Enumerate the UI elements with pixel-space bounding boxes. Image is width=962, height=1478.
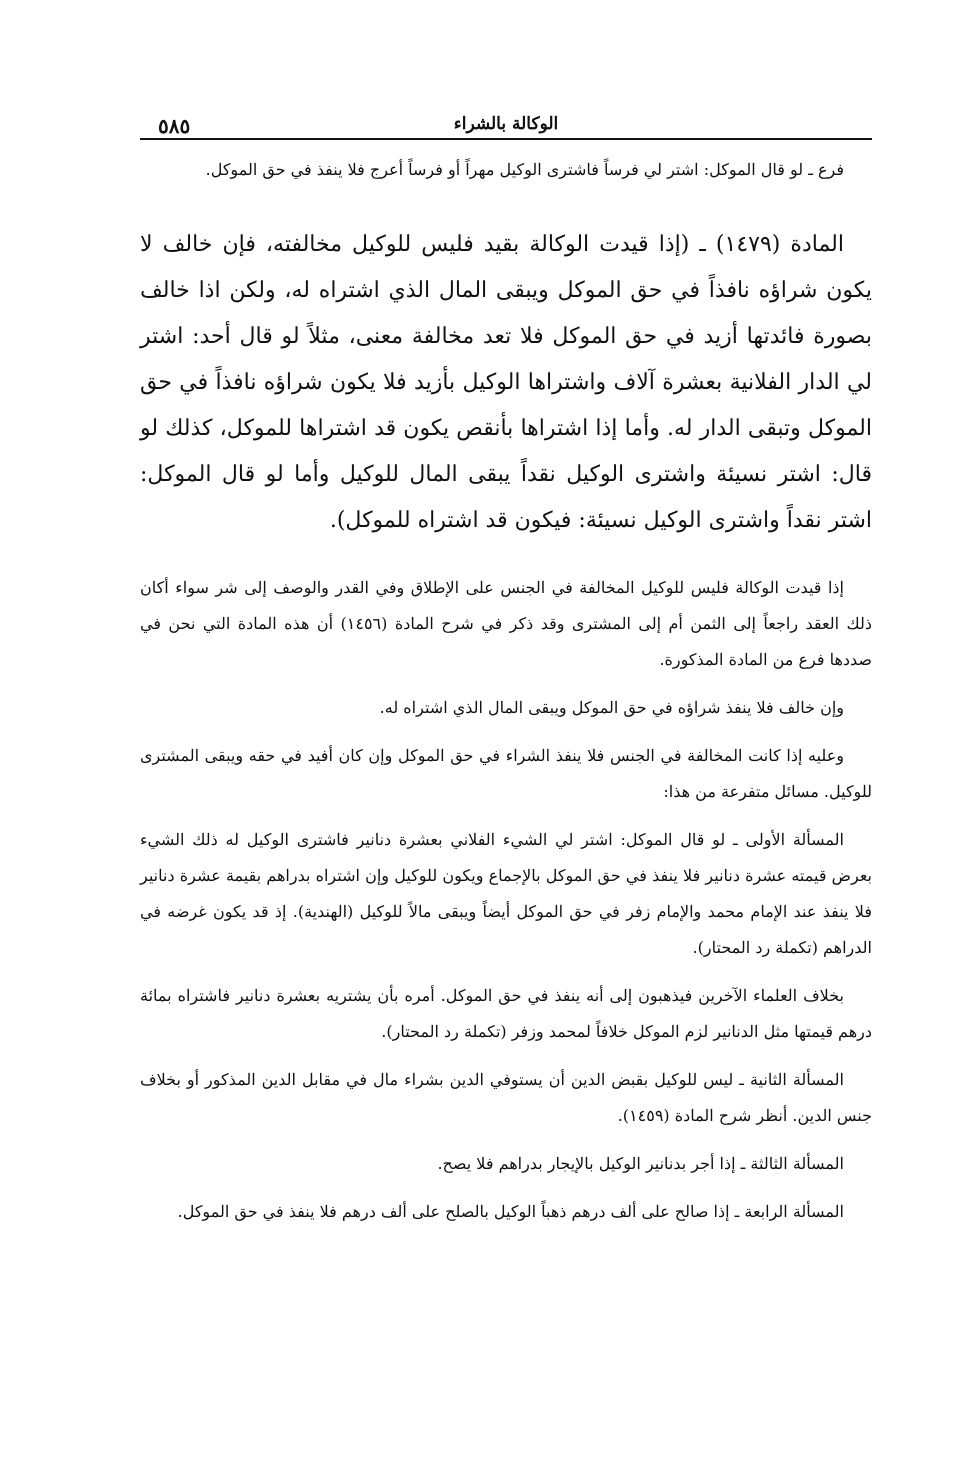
page-number: ٥٨٥ [158, 114, 191, 138]
running-title: الوكالة بالشراء [453, 114, 559, 134]
branch-paragraph: فرع ـ لو قال الموكل: اشتر لي فرساً فاشترى الوكيل مهراً أو فرساً أعرج فلا ينفذ في حق الموكل. [205, 160, 844, 179]
commentary-paragraph: وإن خالف فلا ينفذ شراؤه في حق الموكل ويبقى المال الذي اشتراه له. [379, 698, 844, 717]
commentary-paragraph: وعليه إذا كانت المخالفة في الجنس فلا ينفذ الشراء في حق الموكل وإن كان أفيد في حقه ويبقى المشترى للوكيل. مسائل متفرعة من هذا: [140, 746, 872, 801]
issue-two-paragraph: المسألة الثانية ـ ليس للوكيل بقبض الدين أن يستوفي الدين بشراء مال في مقابل الدين المذكور أو بخلاف جنس الدين. أنظر شرح المادة (١٤٥٩). [140, 1070, 872, 1125]
commentary-paragraph: بخلاف العلماء الآخرين فيذهبون إلى أنه ينفذ في حق الموكل. أمره بأن يشتريه بعشرة دنانير فاشتراه بمائة درهم قيمتها مثل الدنانير لزم الموكل خلافاً لمحمد وزفر (تكملة رد المحتار). [140, 986, 872, 1041]
issue-one-paragraph: المسألة الأولى ـ لو قال الموكل: اشتر لي الشيء الفلاني بعشرة دنانير فاشترى الوكيل له ذلك الشيء بعرض قيمته عشرة دنانير فلا ينفذ في حق الموكل بالإجماع ويكون للوكيل وإن اشتراه بدراهم بقيمة عشرة دنانير فلا ينفذ عند الإمام محمد والإمام زفر في حق الموكل أيضاً ويبقى مالاً للوكيل (الهندية). إذ قد يكون غرضه في الدراهم (تكملة رد المحتار). [140, 830, 873, 957]
commentary-paragraph: إذا قيدت الوكالة فليس للوكيل المخالفة في الجنس على الإطلاق وفي القدر والوصف إلى شر سواء أكان ذلك العقد راجعاً إلى الثمن أم إلى المشترى وقد ذكر في شرح المادة (١٤٥٦) أن هذه المادة التي نحن في صددها فرع من المادة المذكورة. [140, 578, 873, 669]
book-page [140, 100, 872, 1230]
article-1479-text: المادة (١٤٧٩) ـ (إذا قيدت الوكالة بقيد فليس للوكيل مخالفته، فإن خالف لا يكون شراؤه نافذاً في حق الموكل ويبقى المال الذي اشتراه له، ولكن اذا خالف بصورة فائدتها أزيد في حق الموكل فلا تعد مخالفة معنى، مثلاً لو قال أحد: اشتر لي الدار الفلانية بعشرة آلاف واشتراها الوكيل بأزيد فلا يكون شراؤه نافذاً في حق الموكل وتبقى الدار له. وأما إذا اشتراها بأنقص يكون قد اشتراها للموكل، كذلك لو قال: اشتر نسيئة واشترى الوكيل نقداً يبقى المال للوكيل وأما لو قال الموكل: اشتر نقداً واشترى الوكيل نسيئة: فيكون قد اشتراه للموكل). [140, 232, 872, 533]
page-header [140, 100, 872, 140]
issue-three-paragraph: المسألة الثالثة ـ إذا أجر بدنانير الوكيل بالإيجار بدراهم فلا يصح. [437, 1154, 844, 1173]
issue-four-paragraph: المسألة الرابعة ـ إذا صالح على ألف درهم ذهباً الوكيل بالصلح على ألف درهم فلا ينفذ في حق الموكل. [177, 1202, 844, 1221]
